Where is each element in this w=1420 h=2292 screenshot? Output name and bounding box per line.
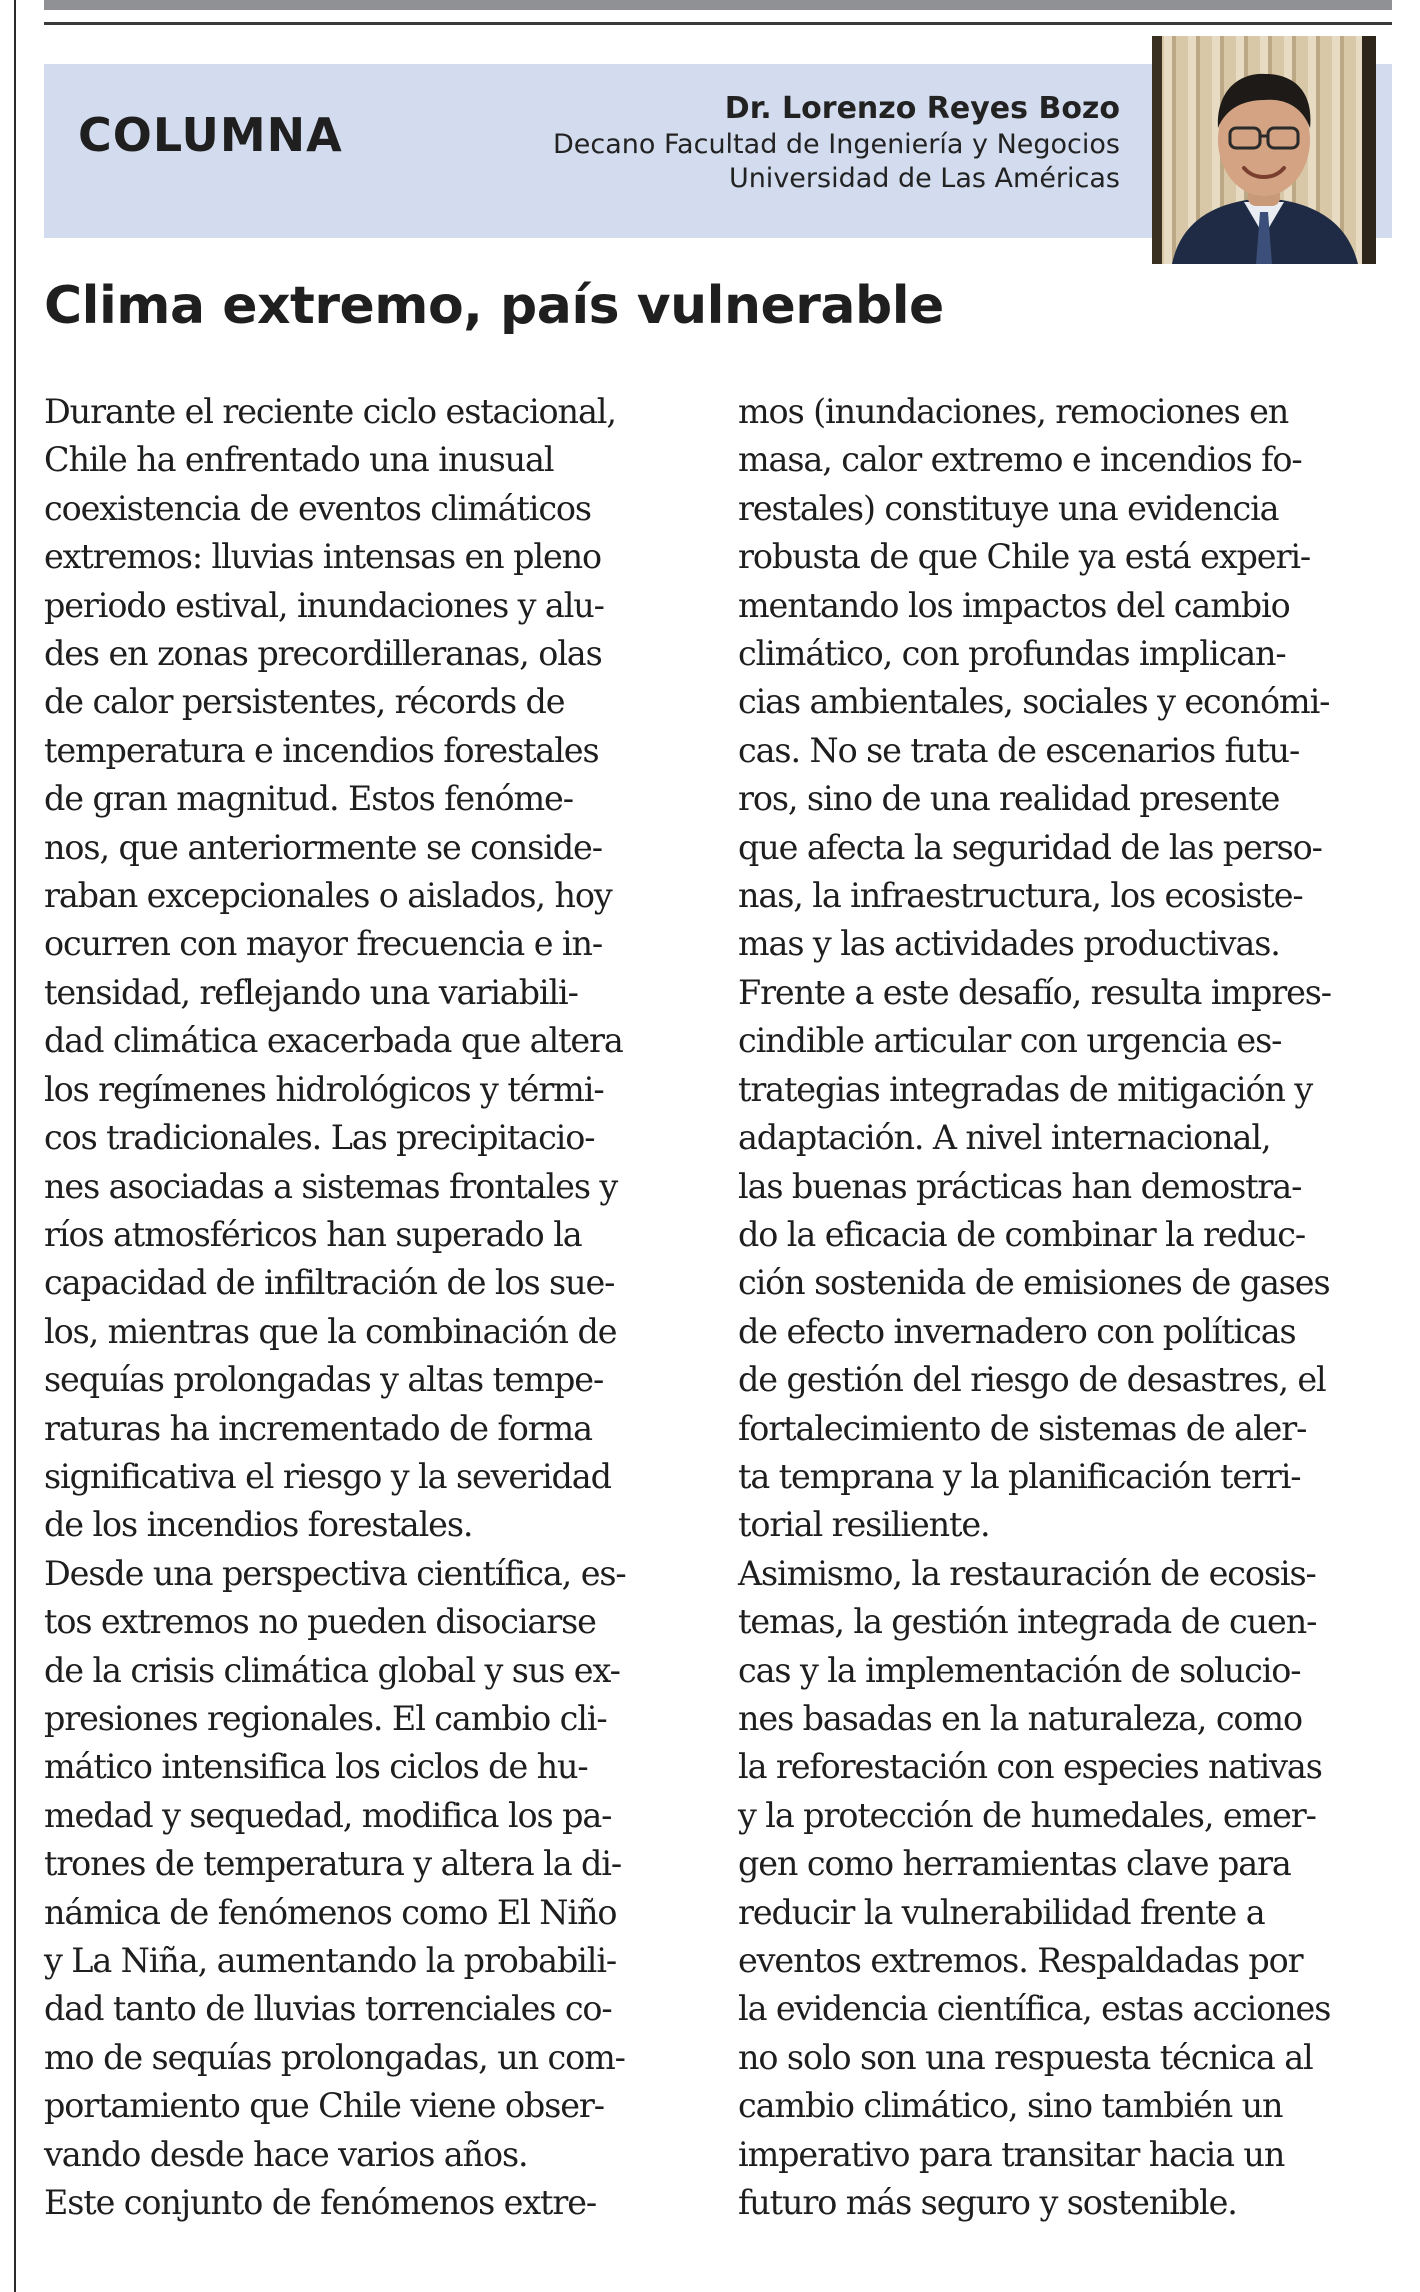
left-column-rule	[14, 0, 16, 2292]
body-text-line: ción sostenida de emisiones de gases	[738, 1263, 1330, 1303]
body-text-line: nes basadas en la naturaleza, como	[738, 1698, 1302, 1738]
author-photo	[1152, 36, 1376, 264]
author-role: Decano Facultad de Ingeniería y Negocios	[553, 129, 1120, 160]
body-text-line: torial resiliente.	[738, 1505, 990, 1545]
body-text-line: y La Niña, aumentando la probabili-	[44, 1941, 617, 1980]
body-text-line: cindible articular con urgencia es-	[738, 1021, 1282, 1061]
body-text-line: las buenas prácticas han demostra-	[738, 1166, 1302, 1206]
body-text-line: que afecta la seguridad de las perso-	[738, 827, 1322, 867]
body-text-line: mentando los impactos del cambio	[738, 585, 1290, 625]
body-text-line: de gran magnitud. Estos fenóme-	[44, 779, 573, 819]
body-text-line: Este conjunto de fenómenos extre-	[44, 2183, 597, 2223]
body-text-line: Chile ha enfrentado una inusual	[44, 440, 554, 480]
body-text-line: gen como herramientas clave para	[738, 1844, 1291, 1884]
body-text-line: dad climática exacerbada que altera	[44, 1021, 623, 1061]
body-text-line: y la protección de humedales, emer-	[738, 1795, 1316, 1835]
body-text-line: mo de sequías prolongadas, un com-	[44, 2037, 625, 2077]
body-text-line: temperatura e incendios forestales	[44, 730, 599, 770]
body-text-line: nas, la infraestructura, los ecosiste-	[738, 876, 1303, 916]
body-text-line: capacidad de infiltración de los sue-	[44, 1263, 615, 1303]
article-body-right-column	[738, 388, 1374, 2227]
body-text-line: ocurren con mayor frecuencia e in-	[44, 924, 603, 964]
body-text-line: masa, calor extremo e incendios fo-	[738, 440, 1302, 480]
body-text-line: ríos atmosféricos han superado la	[44, 1214, 582, 1254]
body-text-line: temas, la gestión integrada de cuen-	[738, 1602, 1317, 1642]
body-text-line: los regímenes hidrológicos y térmi-	[44, 1069, 604, 1109]
body-text-line: coexistencia de eventos climáticos	[44, 488, 591, 528]
body-text-line: de la crisis climática global y sus ex-	[44, 1650, 620, 1690]
body-text-line: restales) constituye una evidencia	[738, 488, 1279, 528]
article-title: Clima extremo, país vulnerable	[44, 276, 944, 336]
body-text-line: raban excepcionales o aislados, hoy	[44, 876, 612, 916]
body-text-line: Asimismo, la restauración de ecosis-	[738, 1553, 1316, 1593]
body-text-line: tos extremos no pueden disociarse	[44, 1602, 596, 1642]
body-text-line: vando desde hace varios años.	[44, 2134, 528, 2174]
top-gray-rule	[44, 0, 1392, 10]
byline	[553, 90, 1120, 196]
body-text-line: de los incendios forestales.	[44, 1505, 473, 1545]
body-text-line: Desde una perspectiva científica, es-	[44, 1553, 626, 1593]
body-text-line: significativa el riesgo y la severidad	[44, 1456, 611, 1496]
body-text-line: de efecto invernadero con políticas	[738, 1311, 1296, 1351]
body-text-line: climático, con profundas implican-	[738, 634, 1286, 674]
body-text-line: medad y sequedad, modifica los pa-	[44, 1795, 612, 1835]
body-text-line: futuro más seguro y sostenible.	[738, 2183, 1237, 2223]
body-text-line: robusta de que Chile ya está experi-	[738, 537, 1311, 577]
body-text-line: cias ambientales, sociales y económi-	[738, 682, 1330, 722]
body-text-line: Durante el reciente ciclo estacional,	[44, 392, 616, 431]
body-text-line: mático intensifica los ciclos de hu-	[44, 1747, 588, 1787]
body-text-line: dad tanto de lluvias torrenciales co-	[44, 1989, 612, 2029]
author-name: Dr. Lorenzo Reyes Bozo	[724, 91, 1120, 126]
body-text-line: extremos: lluvias intensas en pleno	[44, 537, 602, 577]
body-text-line: eventos extremos. Respaldadas por	[738, 1941, 1303, 1980]
body-text-line: los, mientras que la combinación de	[44, 1311, 617, 1351]
body-text-line: tensidad, reflejando una variabili-	[44, 972, 578, 1012]
body-text-line: la evidencia científica, estas acciones	[738, 1989, 1331, 2029]
body-text-line: do la eficacia de combinar la reduc-	[738, 1214, 1306, 1254]
body-text-line: fortalecimiento de sistemas de aler-	[738, 1408, 1307, 1448]
body-text-line: portamiento que Chile viene obser-	[44, 2086, 604, 2126]
body-text-line: periodo estival, inundaciones y alu-	[44, 585, 604, 625]
body-text-line: des en zonas precordilleranas, olas	[44, 634, 602, 674]
body-text-line: ta temprana y la planificación terri-	[738, 1456, 1301, 1496]
body-text-line: reducir la vulnerabilidad frente a	[738, 1892, 1265, 1932]
body-text-line: námica de fenómenos como El Niño	[44, 1892, 617, 1932]
body-text-line: Frente a este desafío, resulta impres-	[738, 972, 1331, 1012]
body-text-line: de calor persistentes, récords de	[44, 682, 565, 722]
body-text-line: cas. No se trata de escenarios futu-	[738, 730, 1300, 770]
body-text-line: adaptación. A nivel internacional,	[738, 1118, 1271, 1158]
section-label: COLUMNA	[78, 108, 343, 162]
body-text-line: raturas ha incrementado de forma	[44, 1408, 592, 1448]
article-body-left-column	[44, 388, 680, 2227]
body-text-line: mas y las actividades productivas.	[738, 924, 1280, 964]
body-text-line: presiones regionales. El cambio cli-	[44, 1698, 607, 1738]
body-text-line: nos, que anteriormente se conside-	[44, 827, 602, 867]
body-text-line: nes asociadas a sistemas frontales y	[44, 1166, 618, 1206]
body-text-line: trones de temperatura y altera la di-	[44, 1844, 622, 1884]
body-text-line: de gestión del riesgo de desastres, el	[738, 1360, 1326, 1400]
body-text-line: cas y la implementación de solucio-	[738, 1650, 1301, 1690]
body-text-line: sequías prolongadas y altas tempe-	[44, 1360, 604, 1400]
body-text-line: ros, sino de una realidad presente	[738, 779, 1280, 819]
author-portrait-icon	[1152, 36, 1376, 264]
body-text-line: trategias integradas de mitigación y	[738, 1069, 1313, 1109]
body-text-line: cos tradicionales. Las precipitacio-	[44, 1118, 595, 1158]
body-text-line: la reforestación con especies nativas	[738, 1747, 1322, 1787]
body-text-line: imperativo para transitar hacia un	[738, 2134, 1285, 2174]
body-text-line: mos (inundaciones, remociones en	[738, 392, 1289, 431]
author-affiliation: Universidad de Las Américas	[728, 163, 1120, 194]
body-text-line: cambio climático, sino también un	[738, 2086, 1283, 2126]
top-thin-rule	[44, 22, 1392, 25]
body-text-line: no solo son una respuesta técnica al	[738, 2037, 1313, 2077]
